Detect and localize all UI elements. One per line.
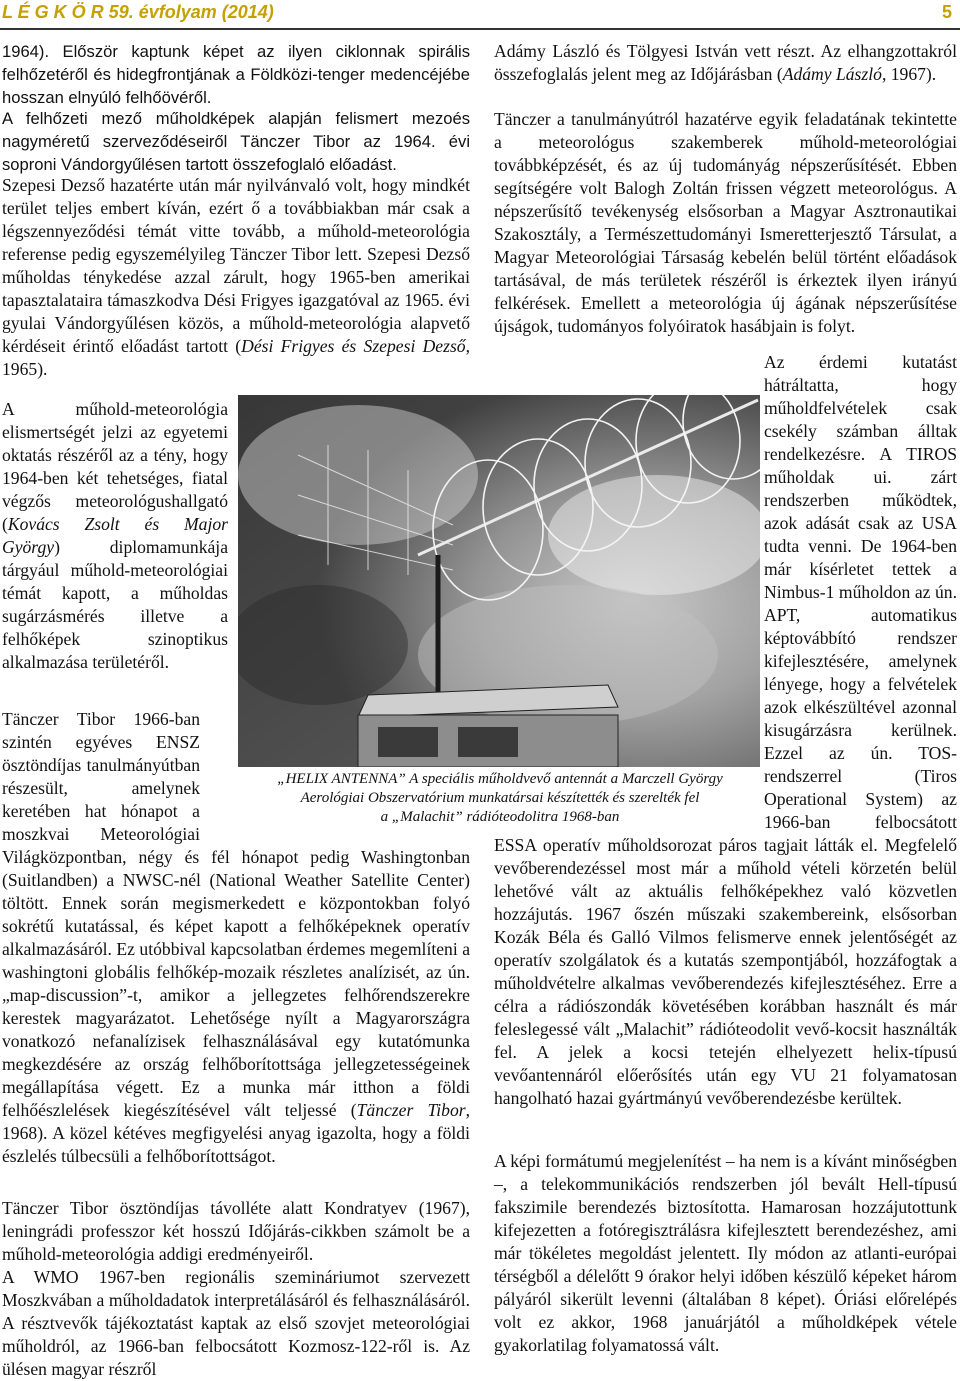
page-header [0, 0, 960, 28]
page-number: 5 [941, 2, 952, 22]
caption-line-1: „HELIX ANTENNA” A speciális műholdvevő antennát a Marczell György [277, 771, 723, 787]
right-paragraph-3: Az érdemi kutatást hátráltatta, hogy műholdfelvételek csak csekély számban álltak rendelkezésre. A TIROS műholdak ui. zárt rendszerben működtek, azok adását csak az USA tudta venni. De 1964-ben már kísérletet tettek a Nimbus-1 műholdon az ún. APT, automatikus képtovábbító rendszer kifejlesztésére, amelynek lényege, hogy a felvételek azok elkészültével azonnal kisugárzásra kerülnek. Ezzel az ún. TOS-rendszerrel (Tiros Operational System) az 1966-ban felbocsátott ESSA operatív műholdsorozat páros tagjait látták el. Megfelelő vevőberendezéssel most már a műhold vételi körzetén belül lehetővé vált az aktuális felhőképekhez való közvetlen hozzájutás. 1967 őszén műszaki szakembereink, elsősorban Kozák Béla és Galló Vilmos felismerve ennek jelentőségét az operatív szolgálatok és a kutatás szempontjából, hozzáfogtak a műholdvételre alkalmas vevőberendezés kifejlesztéséhez. Erre a célra a rádiószondák követésében korábban használt és már feleslegessé vált „Malachit” rádióteodolit vevő-kocsit használták fel. A jelek a kocsi tetején elhelyezett helix-típusú vevőantennáról előerősítés után egy VU 21 folyamatosan hangolható hazai gyártmányú vevőberendezésbe kerültek. [494, 352, 957, 1108]
left-paragraph-1: 1964). Először kaptunk képet az ilyen ciklonnak spirális felhőzetéről és hidegfrontjának a Földközi-tenger medencéjébe hosszan elnyúló felhőövéről. [2, 42, 470, 107]
right-paragraph-2: Tänczer a tanulmányútról hazatérve egyik feladatának tekintette a meteorológus szakemberek műhold-meteorológiai továbbképzését, és az új tudományág népszerűsítését. Ebben segítségére volt Balogh Zoltán frissen végzett meteorológus. A népszerűsítő tevékenység elsősorban a Magyar Asztronautikai Szakosztály, a Természettudományi Ismeretterjesztő Társulat, a Magyar Meteorológiai Társaság kebelén belül történt előadások tartásával, de más területek részéről is érkeztek ilyen irányú felkérések. Emellett a meteorológia új ágának népszerűsítése újságok, tudományos folyóiratok hasábjain is folyt. [494, 109, 957, 336]
right-paragraph-1: Adámy László és Tölgyesi István vett részt. Az elhangzottakról összefoglalás jelent meg az Időjárásban (Adámy László, 1967). [494, 41, 957, 84]
right-paragraph-4: A képi formátumú megjelenítést – ha nem is a kívánt minőségben –, a telekommunikációs rendszerben jól bevált Hell-típusú fakszimile berendezés biztosította. Hamarosan hozzájutottunk kifejezetten a fotóregisztrálásra kifejlesztett berendezéshez, ami már tökéletes megoldást jelentett. Ily módon az atlanti-európai térségből a délelőtt 9 órakor helyi időben készülő képeket három pályáról sikerült levenni (általában 8 képet). Óriási előrelépés volt ez akkor, 1968 januárjától a műholdképek vétele gyakorlatilag folyamatossá vált. [494, 1151, 957, 1355]
left-paragraph-3: Szepesi Dezső hazatérte után már nyilvánvaló volt, hogy mindkét terület teljes embert kíván, ezért ő a továbbiakban már csak a légszennyeződési témát vitte tovább, a műhold-meteorológia referense pedig egyszemélyileg Tänczer Tibor lett. Szepesi Dezső műholdas ténykedése azzal zárult, hogy 1965-ben amerikai tapasztalataira támaszkodva Dési Frigyes igazgatóval az 1965. évi gyulai Vándorgyűlésen közös, a műhold-meteorológia alapvető kérdéseit érintő előadást tartott (Dési Frigyes és Szepesi Dezső, 1965). [2, 175, 471, 379]
left-paragraph-4: A műhold-meteorológia elismertségét jelzi az egyetemi oktatás részéről az a tény, hogy 1964-ben két tehetséges, fiatal végzős meteorológushallgató (Kovács Zsolt és Major György) diplomamunkája tárgyául műhold-meteorológiai témát kapott, a műholdas sugárzásmérés illetve a felhőképek szinoptikus alkalmazása területéről. [2, 399, 228, 672]
left-paragraph-5-body: Tänczer Tibor 1966-ban szintén egyéves ENSZ ösztöndíjas tanulmányútban részesült, amelynek keretében hat hónapot a moszkvai Meteorológiai Világközpontban, négy és fél hónapot pedig Washingtonban (Suitlandben) a NWSC-nél (National Weather Satellite Center) töltött. Ennek során megismerkedett e központokban folyó sokrétű kutatással, és képet kapott a felhőképeknek operatív alkalmazásáról. Ez utóbbival kapcsolatban érdemes megemlíteni a washingtoni globális felhőkép-mozaik részletes analízisét, az ún. „map-discussion”-t, amikor a jellegzetes felhőrendszerekre kerestek magyarázatot. Lehetősége nyílt a Magyarországra vonatkozó nefanalízisek felhasználásával egy kutatómunka megkezdésére az ország felhőborítottsága jellegzetességeinek megállapítása végett. Ez a munka már itthon a földi felhőészlelések kiegészítésével vált teljessé (Tänczer Tibor, 1968). A közel kétéves megfigyelési anyag igazolta, hogy a földi észlelés túlbecsüli a felhőborítottságot. [2, 709, 471, 1166]
left-paragraph-7: A WMO 1967-ben regionális szemináriumot szervezett Moszkvában a műholdadatok interpretálásáról és felhasználásáról. A résztvevők tájékoztatást kaptak az első szovjet meteorológiai műholdról, az 1966-ban felbocsátott Kozmosz-122-ről is. Az ülésen magyar részről [2, 1267, 470, 1379]
journal-title: L É G K Ö R 59. évfolyam (2014) [2, 2, 274, 22]
figure-caption [250, 770, 750, 827]
helix-antenna-photo [238, 395, 760, 767]
header-rule [0, 28, 960, 30]
left-paragraph-2: A felhőzeti mező műholdképek alapján felismert mezoés nagyméretű szerveződéseiről Tänczer Tibor az 1964. évi soproni Vándorgyűlésen tartott összefoglaló előadást. [2, 109, 470, 174]
caption-line-3: a „Malachit” rádióteodolitra 1968-ban [380, 809, 620, 825]
caption-line-2: Aerológiai Obszervatórium munkatársai készítették és szerelték fel [300, 790, 700, 806]
left-paragraph-6: Tänczer Tibor ösztöndíjas távolléte alatt Kondratyev (1967), leningrádi professzor két hosszú Időjárás-cikkben számolt be a műhold-meteorológia addigi eredményeiről. [2, 1198, 470, 1264]
helix-antenna-illustration [238, 395, 760, 767]
